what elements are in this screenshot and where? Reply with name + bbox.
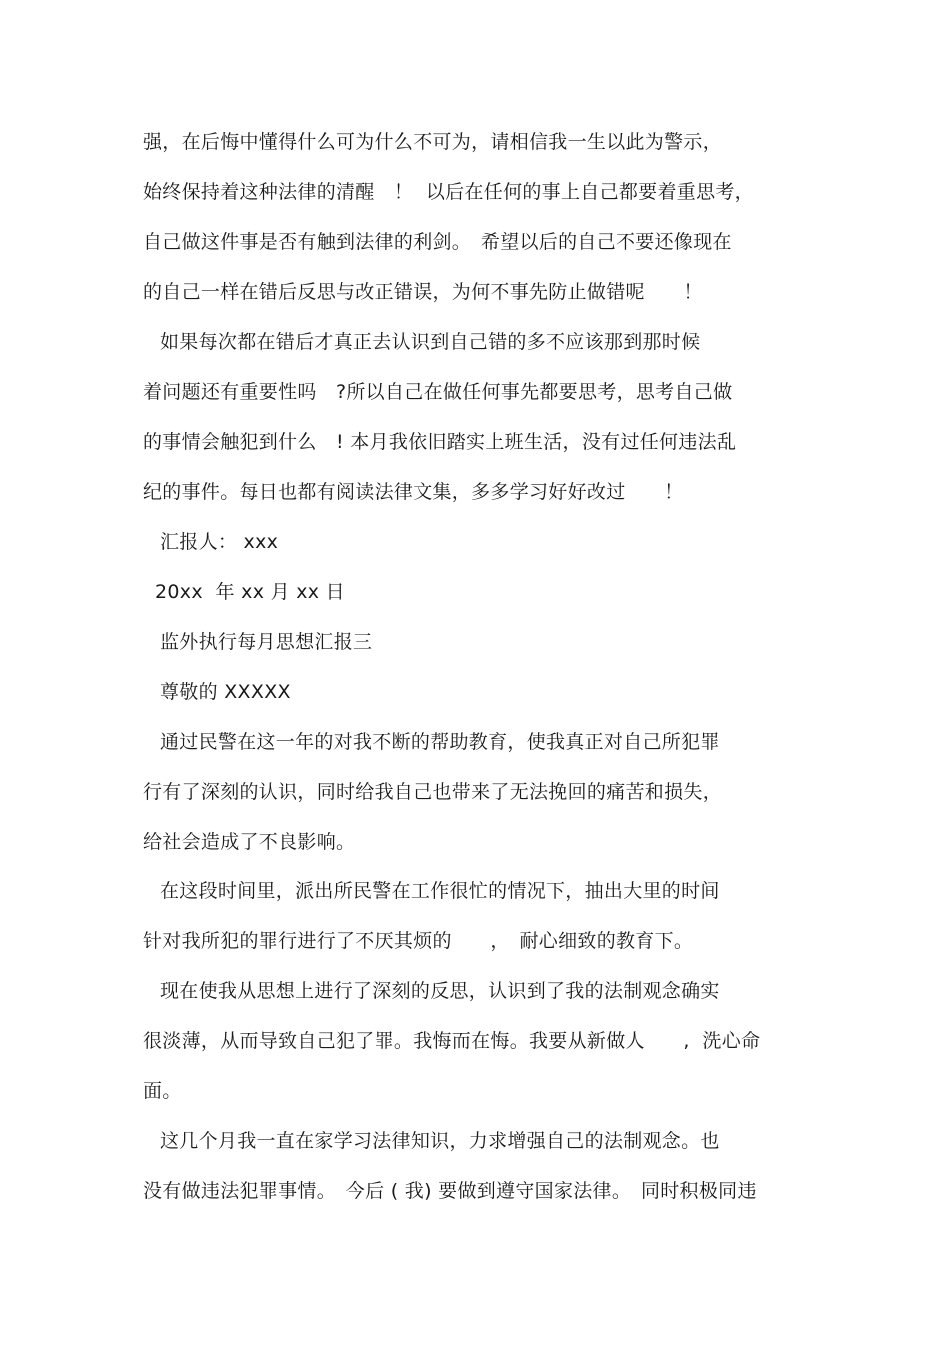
text-line: 面。	[143, 1080, 182, 1102]
text-line: 通过民警在这一年的对我不断的帮助教育，使我真正对自己所犯罪	[160, 731, 720, 753]
salutation: 尊敬的 XXXXX	[160, 681, 291, 703]
text-line: 强，在后悔中懂得什么可为什么不可为，请相信我一生以此为警示，	[143, 131, 723, 153]
text-line: 这几个月我一直在家学习法律知识，力求增强自己的法制观念。也	[160, 1130, 720, 1152]
text-line: 在这段时间里，派出所民警在工作很忙的情况下，抽出大里的时间	[160, 880, 720, 902]
text-line: 现在使我从思想上进行了深刻的反思，认识到了我的法制观念确实	[160, 980, 720, 1002]
text-line: 着问题还有重要性吗 ?所以自己在做任何事先都要思考，思考自己做	[143, 381, 733, 403]
text-line: 始终保持着这种法律的清醒 ！ 以后在任何的事上自己都要着重思考，	[143, 181, 754, 203]
text-line: 的自己一样在错后反思与改正错误，为何不事先防止做错呢 ！	[143, 281, 703, 303]
text-line: 没有做违法犯罪事情。 今后 ( 我) 要做到遵守国家法律。 同时积极同违	[143, 1180, 757, 1202]
text-line: 纪的事件。每日也都有阅读法律文集，多多学习好好改过 ！	[143, 481, 684, 503]
text-line: 的事情会触犯到什么 ! 本月我依旧踏实上班生活，没有过任何违法乱	[143, 431, 737, 453]
text-line: 给社会造成了不良影响。	[143, 831, 356, 853]
section-title: 监外执行每月思想汇报三	[160, 631, 373, 653]
text-line: 针对我所犯的罪行进行了不厌其烦的 ， 耐心细致的教育下。	[143, 930, 694, 952]
text-line: 自己做这件事是否有触到法律的利剑。 希望以后的自己不要还像现在	[143, 231, 732, 253]
text-line: 很淡薄，从而导致自己犯了罪。我悔而在悔。我要从新做人 , 洗心命	[143, 1030, 761, 1052]
text-line: 行有了深刻的认识，同时给我自己也带来了无法挽回的痛苦和损失，	[143, 781, 723, 803]
date-line: 20xx 年 xx 月 xx 日	[155, 581, 345, 603]
text-line: 如果每次都在错后才真正去认识到自己错的多不应该那到那时候	[160, 331, 701, 353]
reporter-line: 汇报人： xxx	[160, 531, 279, 553]
